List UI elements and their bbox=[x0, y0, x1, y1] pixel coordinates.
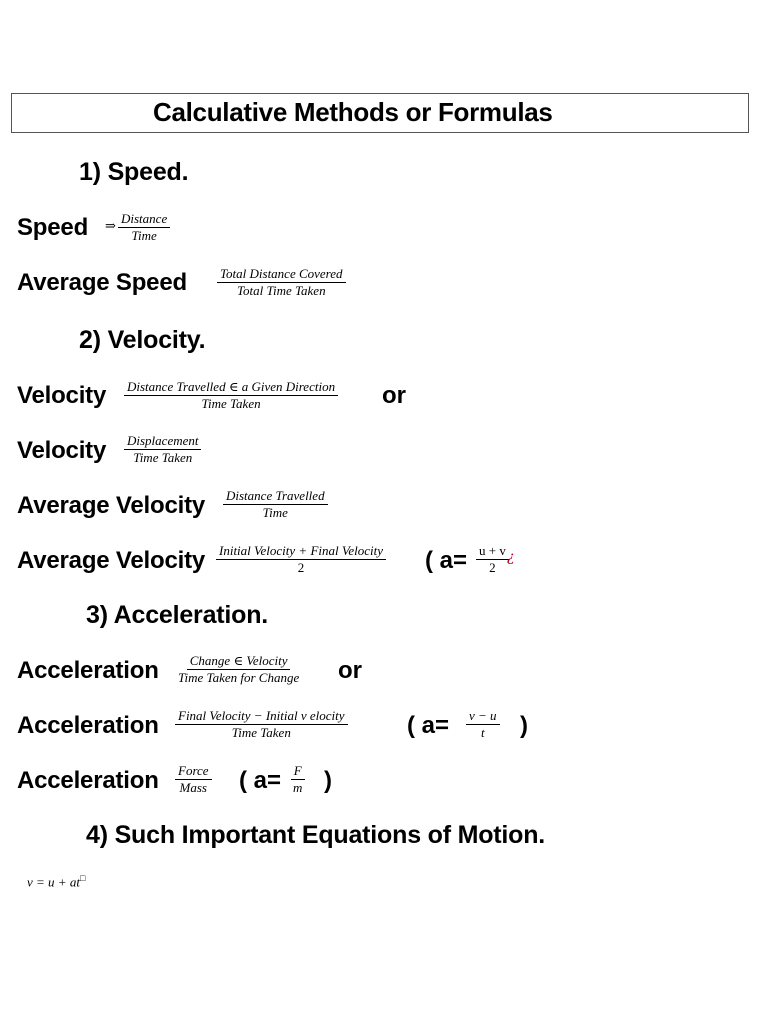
fraction-numerator: Final Velocity − Initial v elocity bbox=[175, 708, 348, 725]
heading-acceleration: 3) Acceleration. bbox=[86, 601, 269, 629]
formula-close-paren: ) bbox=[324, 767, 332, 794]
label-acceleration-2: Acceleration bbox=[17, 712, 159, 739]
label-average-velocity-1: Average Velocity bbox=[17, 492, 206, 519]
fraction-denominator: Time Taken bbox=[201, 396, 261, 411]
fraction-numerator: Distance bbox=[118, 211, 170, 228]
heading-equations-of-motion: 4) Such Important Equations of Motion. bbox=[86, 821, 546, 849]
fraction-numerator: F bbox=[291, 763, 305, 780]
fraction-denominator: 2 bbox=[489, 560, 496, 575]
fraction-denominator: Time Taken bbox=[231, 725, 291, 740]
fraction-speed bbox=[118, 211, 170, 244]
fraction-numerator: Initial Velocity + Final Velocity bbox=[216, 543, 386, 560]
fraction-numerator: u + v bbox=[476, 543, 509, 560]
fraction-velocity-2 bbox=[124, 433, 201, 466]
placeholder-box-icon: □ bbox=[79, 873, 86, 883]
label-velocity-2: Velocity bbox=[17, 437, 107, 464]
label-velocity-1: Velocity bbox=[17, 382, 107, 409]
fraction-denominator: Time bbox=[131, 228, 157, 243]
fraction-acceleration-1 bbox=[175, 653, 302, 686]
equation-first-motion bbox=[27, 873, 85, 890]
fraction-denominator: Time Taken bbox=[133, 450, 193, 465]
fraction-average-speed bbox=[217, 266, 346, 299]
fraction-numerator: Displacement bbox=[124, 433, 201, 450]
equation-text: v = u + at bbox=[27, 874, 80, 890]
heading-speed: 1) Speed. bbox=[79, 158, 189, 186]
fraction-acceleration-2 bbox=[175, 708, 348, 741]
fraction-velocity-1 bbox=[124, 379, 338, 412]
fraction-denominator: t bbox=[480, 725, 485, 740]
label-acceleration-1: Acceleration bbox=[17, 657, 159, 684]
fraction-numerator: v − u bbox=[466, 708, 500, 725]
fraction-a-average bbox=[476, 543, 509, 576]
label-average-velocity-2: Average Velocity bbox=[17, 547, 206, 574]
word-or-1: or bbox=[382, 382, 406, 409]
fraction-acceleration-3 bbox=[175, 763, 212, 796]
heading-velocity: 2) Velocity. bbox=[79, 326, 206, 354]
fraction-a-acceleration bbox=[466, 708, 500, 741]
word-or-2: or bbox=[338, 657, 362, 684]
unknown-glyph: ¿ bbox=[507, 549, 515, 565]
fraction-numerator: Total Distance Covered bbox=[217, 266, 346, 283]
fraction-denominator: Total Time Taken bbox=[236, 283, 326, 298]
fraction-numerator: Distance Travelled bbox=[223, 488, 328, 505]
fraction-numerator: Distance Travelled ∈ a Given Direction bbox=[124, 379, 338, 396]
fraction-average-velocity-2 bbox=[216, 543, 386, 576]
page-title: Calculative Methods or Formulas bbox=[153, 97, 553, 127]
formula-open-a: ( a= bbox=[239, 767, 282, 794]
label-speed: Speed bbox=[17, 214, 89, 241]
formula-open-a: ( a= bbox=[425, 547, 468, 574]
formula-open-a: ( a= bbox=[407, 712, 450, 739]
fraction-denominator: m bbox=[293, 780, 303, 795]
fraction-denominator: Time bbox=[262, 505, 288, 520]
fraction-numerator: Change ∈ Velocity bbox=[187, 653, 291, 670]
fraction-numerator: Force bbox=[175, 763, 212, 780]
fraction-average-velocity-1 bbox=[223, 488, 328, 521]
label-average-speed: Average Speed bbox=[17, 269, 187, 296]
fraction-denominator: 2 bbox=[297, 560, 305, 575]
formula-close-paren: ) bbox=[520, 712, 528, 739]
label-acceleration-3: Acceleration bbox=[17, 767, 159, 794]
fraction-denominator: Mass bbox=[179, 780, 207, 795]
implies-symbol: ⇒ bbox=[105, 219, 116, 234]
fraction-denominator: Time Taken for Change bbox=[178, 670, 300, 685]
fraction-a-force bbox=[290, 763, 305, 796]
